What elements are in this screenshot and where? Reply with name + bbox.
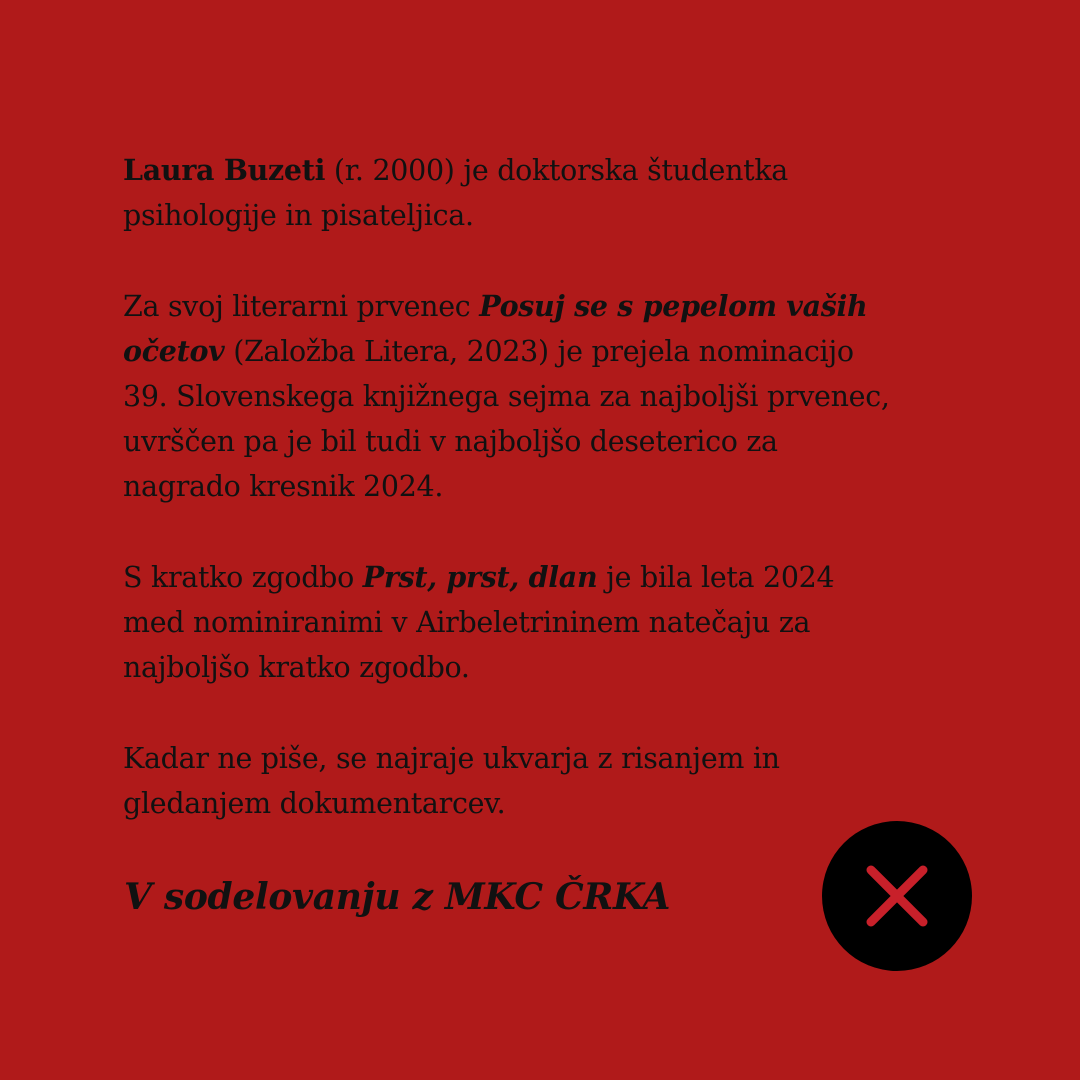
short-story-lead: S kratko zgodbo xyxy=(123,561,363,594)
debut-book-title: Posuj se s pepelom vaših očetov xyxy=(123,289,868,368)
bio-paragraph-short-story xyxy=(123,555,903,690)
debut-lead: Za svoj literarni prvenec xyxy=(123,290,480,323)
collaboration-credit: V sodelovanju z MKC ČRKA xyxy=(124,876,671,918)
author-name: Laura Buzeti xyxy=(123,153,326,187)
debut-text: (Založba Litera, 2023) je prejela nominacijo 39. Slovenskega knjižnega sejma za najboljši prvenec, uvrščen pa je bil tudi v najboljšo deseterico za nagrado kresnik 2024. xyxy=(123,335,890,503)
short-story-title: Prst, prst, dlan xyxy=(362,560,598,594)
short-story-text: je bila leta 2024 med nominiranimi v Airbeletrininem natečaju za najboljšo kratko zgodbo. xyxy=(123,561,835,684)
bio-paragraph-hobbies xyxy=(123,736,903,826)
close-badge xyxy=(822,821,972,971)
bio-paragraph-intro xyxy=(123,148,903,238)
close-icon xyxy=(865,864,929,928)
author-bio xyxy=(123,148,903,872)
hobbies-text: Kadar ne piše, se najraje ukvarja z risanjem in gledanjem dokumentarcev. xyxy=(123,742,780,820)
intro-text: (r. 2000) je doktorska študentka psihologije in pisateljica. xyxy=(123,154,788,232)
bio-paragraph-debut xyxy=(123,284,903,509)
